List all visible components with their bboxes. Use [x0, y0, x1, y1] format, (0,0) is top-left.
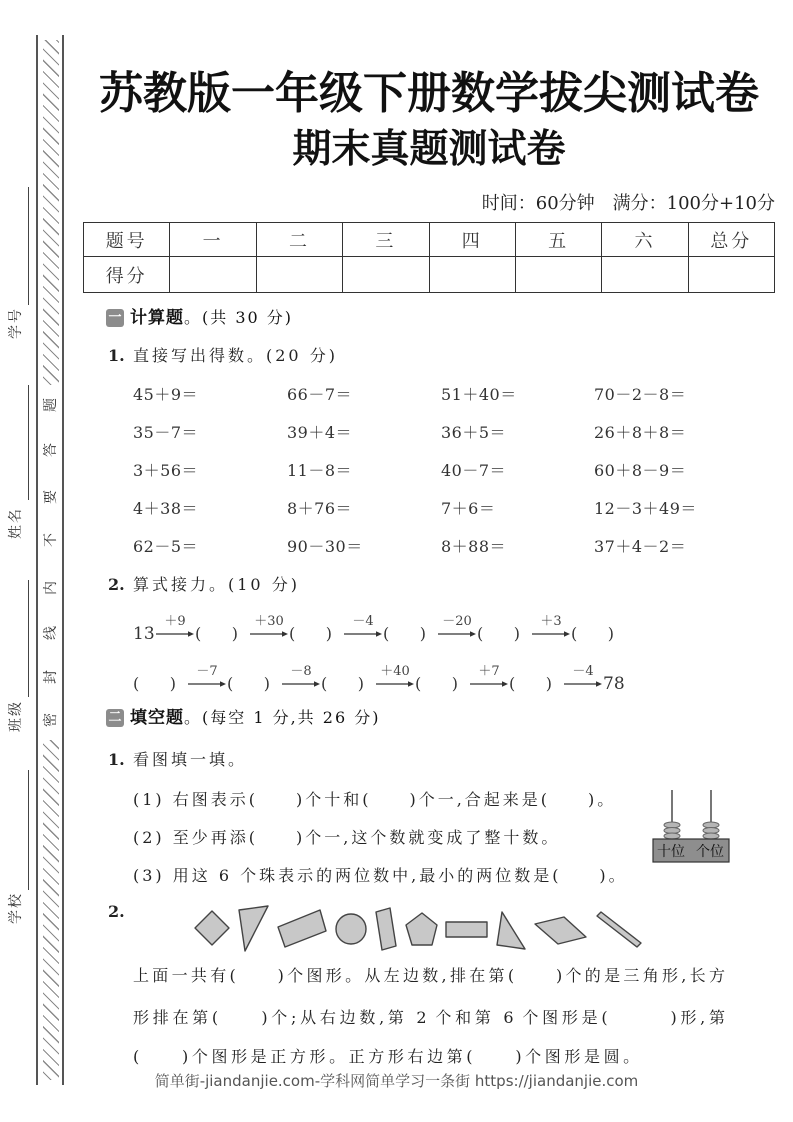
answer-blank: ( ): [195, 624, 238, 643]
arrow-right-icon: [187, 679, 227, 689]
relay-op-label: ＋9: [164, 614, 186, 629]
tens-beads: [664, 822, 680, 839]
arrow-right-icon: [249, 629, 289, 639]
question-part-1: (1) 右图表示( )个十和( )个一,合起来是( )。: [133, 790, 617, 809]
seal-char: 不: [43, 533, 59, 547]
calc-item: 37＋4－2＝: [594, 537, 687, 556]
relay-step: [375, 665, 415, 689]
shape-parallelogram: [535, 917, 586, 944]
relay-end-value: 78: [603, 674, 625, 694]
calc-item: 3＋56＝: [133, 461, 199, 480]
score-table: [83, 222, 775, 293]
calc-item: 40－7＝: [441, 461, 507, 480]
question-2-2: [108, 902, 133, 922]
section-2-badge: 二: [106, 709, 124, 727]
abacus-ones-label: 个位: [696, 844, 724, 860]
score-cell: [343, 257, 429, 293]
section-2-heading: [106, 708, 380, 728]
shape-circle: [336, 914, 366, 944]
arrow-right-icon: [531, 629, 571, 639]
footer-watermark: 简单街-jiandanjie.com-学科网简单学习一条街 https://jiandanjie.com: [154, 1072, 639, 1090]
arrow-right-icon: [469, 679, 509, 689]
relay-step: [563, 665, 603, 689]
calc-item: 90－30＝: [287, 537, 363, 556]
school-underline: [28, 770, 29, 890]
seal-char: 题: [43, 398, 59, 412]
answer-blank: ( ): [133, 674, 176, 693]
question-text: 直接写出得数。(20 分): [133, 346, 338, 365]
section-2-title: 填空题: [130, 708, 184, 728]
section-1-badge: 一: [106, 309, 124, 327]
page-title: 苏教版一年级下册数学拔尖测试卷: [99, 68, 759, 119]
question-number: 2.: [108, 575, 125, 594]
calc-item: 39＋4＝: [287, 423, 353, 442]
score-cell: [256, 257, 342, 293]
relay-op-label: －7: [196, 664, 218, 679]
relay-step: [531, 615, 571, 639]
margin-line-outer: [36, 35, 38, 1085]
score-cell: [688, 257, 774, 293]
calc-item: 4＋38＝: [133, 499, 199, 518]
margin-hatch-bottom: [43, 740, 59, 1080]
calc-item: 45＋9＝: [133, 385, 199, 404]
score-table-header-cell: 三: [343, 223, 429, 257]
relay-start-value: 13: [133, 624, 155, 644]
question-part-2: (2) 至少再添( )个一,这个数就变成了整十数。: [133, 828, 561, 847]
question-number: 1.: [108, 346, 125, 365]
relay-op-label: ＋3: [540, 614, 562, 629]
arrow-right-icon: [281, 679, 321, 689]
school-label: 学校: [8, 892, 24, 924]
calc-item: 7＋6＝: [441, 499, 496, 518]
class-label: 班级: [8, 700, 24, 732]
relay-op-label: －20: [442, 614, 472, 629]
score-cell: [602, 257, 688, 293]
relay-step: [343, 615, 383, 639]
ones-beads: [703, 822, 719, 839]
relay-op-label: －4: [572, 664, 594, 679]
score-table-header-cell: 六: [602, 223, 688, 257]
calc-item: 51＋40＝: [441, 385, 517, 404]
calc-item: 60＋8－9＝: [594, 461, 687, 480]
score-cell: [515, 257, 601, 293]
student-id-underline: [28, 187, 29, 305]
answer-blank: ( ): [509, 674, 552, 693]
shape-pentagon: [406, 913, 437, 945]
relay-op-label: ＋40: [380, 664, 410, 679]
answer-blank: ( ): [289, 624, 332, 643]
answer-blank: ( ): [321, 674, 364, 693]
section-1-title: 计算题: [130, 308, 184, 328]
time-info: 时间：60分钟 满分：100分+10分: [481, 193, 775, 214]
arrow-right-icon: [375, 679, 415, 689]
page-subtitle: 期末真题测试卷: [292, 127, 566, 172]
shape-rectangle: [376, 908, 396, 950]
answer-blank: ( ): [477, 624, 520, 643]
seal-char: 内: [43, 581, 59, 595]
answer-blank: ( ): [415, 674, 458, 693]
relay-step: [249, 615, 289, 639]
calc-item: 35－7＝: [133, 423, 199, 442]
calculation-grid: [133, 376, 753, 566]
score-table-header-cell: 二: [256, 223, 342, 257]
section-1-heading: [106, 308, 293, 328]
shapes-figure: [190, 900, 650, 960]
shape-rectangle: [597, 912, 641, 947]
name-label: 姓名: [8, 507, 24, 539]
relay-step: [155, 615, 195, 639]
score-row-label: 得分: [84, 257, 170, 293]
score-table-score-row: [84, 257, 775, 293]
question-text: 看图填一填。: [133, 750, 248, 769]
name-underline: [28, 385, 29, 500]
calc-item: 70－2－8＝: [594, 385, 687, 404]
relay-step: [281, 665, 321, 689]
abacus-figure: [650, 785, 732, 865]
relay-op-label: ＋30: [254, 614, 284, 629]
paragraph-line-2: 形排在第( )个;从右边数,第 2 个和第 6 个图形是( )形,第: [133, 1008, 725, 1027]
calc-item: 8＋76＝: [287, 499, 353, 518]
calc-item: 26＋8＋8＝: [594, 423, 687, 442]
seal-char: 密: [43, 713, 59, 727]
answer-blank: ( ): [571, 624, 614, 643]
question-number: 2.: [108, 902, 125, 921]
calc-item: 66－7＝: [287, 385, 353, 404]
score-table-header-cell: 四: [429, 223, 515, 257]
question-number: 1.: [108, 750, 125, 769]
question-part-3: (3) 用这 6 个珠表示的两位数中,最小的两位数是( )。: [133, 866, 628, 885]
answer-blank: ( ): [227, 674, 270, 693]
arrow-right-icon: [563, 679, 603, 689]
relay-op-label: ＋7: [478, 664, 500, 679]
score-cell: [429, 257, 515, 293]
seal-char: 要: [43, 490, 59, 504]
score-table-header-row: [84, 223, 775, 257]
relay-row-1: [133, 611, 625, 643]
score-table-header-cell: 五: [515, 223, 601, 257]
relay-step: [187, 665, 227, 689]
relay-step: [437, 615, 477, 639]
calc-item: 62－5＝: [133, 537, 199, 556]
class-underline: [28, 580, 29, 697]
question-1-1: [108, 346, 338, 366]
section-2-note: 。(每空 1 分,共 26 分): [184, 708, 381, 727]
relay-step: [469, 665, 509, 689]
score-table-header-cell: 题号: [84, 223, 170, 257]
margin-line-inner: [62, 35, 64, 1085]
relay-row-2: [133, 661, 625, 693]
shape-triangle: [497, 912, 525, 949]
score-cell: [170, 257, 256, 293]
question-2-1: [108, 750, 247, 770]
shape-rectangle: [278, 910, 326, 947]
score-table-header-cell: 总分: [688, 223, 774, 257]
arrow-right-icon: [155, 629, 195, 639]
shape-rectangle: [446, 922, 487, 937]
paragraph-line-3: ( )个图形是正方形。正方形右边第( )个图形是圆。: [133, 1047, 643, 1066]
paragraph-line-1: 上面一共有( )个图形。从左边数,排在第( )个的是三角形,长方: [133, 966, 725, 985]
calc-item: 11－8＝: [287, 461, 353, 480]
abacus-tens-label: 十位: [657, 844, 685, 860]
score-table-header-cell: 一: [170, 223, 256, 257]
question-text: 算式接力。(10 分): [133, 575, 300, 594]
margin-hatch-top: [43, 40, 59, 385]
section-1-note: 。(共 30 分): [184, 308, 294, 327]
student-id-label: 学号: [8, 307, 24, 339]
calc-item: 8＋88＝: [441, 537, 507, 556]
seal-char: 封: [43, 670, 59, 684]
answer-blank: ( ): [383, 624, 426, 643]
shape-triangle: [239, 906, 268, 951]
seal-char: 答: [43, 443, 59, 457]
calc-item: 12－3＋49＝: [594, 499, 697, 518]
arrow-right-icon: [343, 629, 383, 639]
arrow-right-icon: [437, 629, 477, 639]
relay-op-label: －8: [290, 664, 312, 679]
seal-char: 线: [43, 626, 59, 640]
shape-square: [195, 911, 229, 945]
question-1-2: [108, 575, 300, 595]
relay-op-label: －4: [352, 614, 374, 629]
calc-item: 36＋5＝: [441, 423, 507, 442]
